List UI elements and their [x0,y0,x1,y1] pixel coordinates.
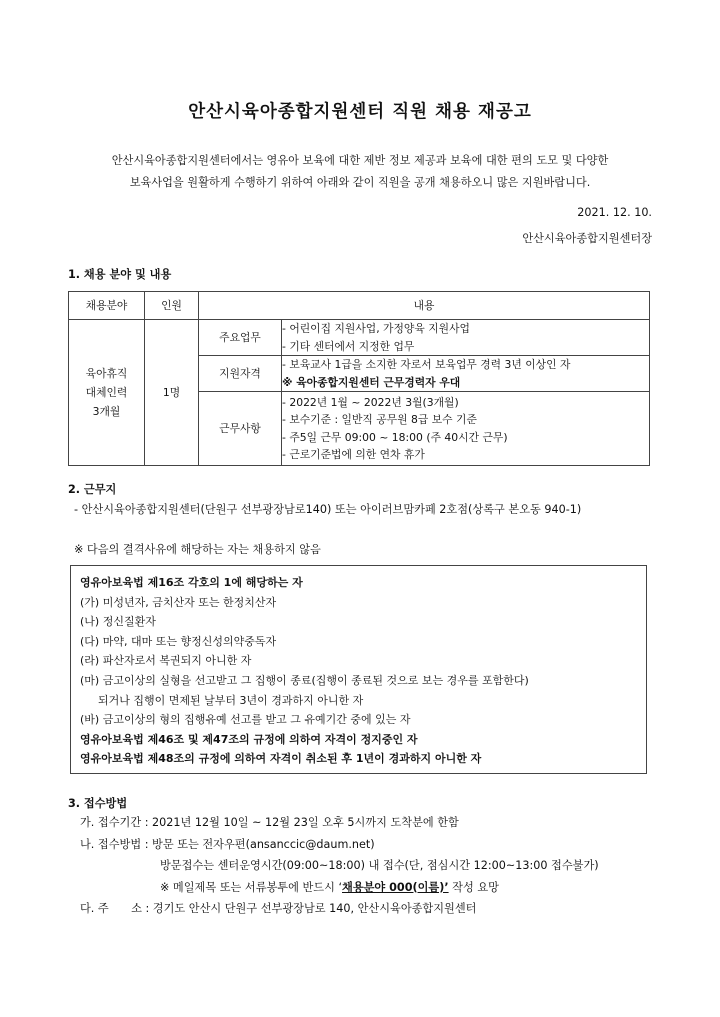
section-3-heading: 3. 접수방법 [68,797,128,810]
disqualify-box [70,565,647,774]
duty-label: 주요업무 [199,320,282,356]
list-item: (마) 금고이상의 실형을 선고받고 그 집행이 종료(집행이 종료된 것으로 보는 경우를 포함한다) [80,673,529,687]
list-item: (바) 금고이상의 형의 집행유예 선고를 받고 그 유예기간 중에 있는 자 [80,713,411,727]
content-line: - 보수기준 : 일반직 공무원 8급 보수 기준 [282,413,477,426]
field-line: 육아휴직 [85,367,128,380]
conditions-label: 근무사항 [199,392,282,466]
list-item: (나) 정신질환자 [80,615,156,629]
header-field: 채용분야 [69,292,145,320]
recruit-table [68,291,650,466]
email-info-text: ※ 메일제목 또는 서류봉투에 반드시 ‘ [160,880,343,894]
announcement-date: 2021. 12. 10. [577,206,652,219]
header-content: 내용 [199,292,650,320]
content-line: - 주5일 근무 09:00 ~ 18:00 (주 40시간 근무) [282,430,508,444]
list-item: (가) 미성년자, 금치산자 또는 한정치산자 [80,595,277,609]
address-info: 다. 주 소 : 경기도 안산시 단원구 선부광장남로 140, 안산시육아종합지원센터 [80,902,477,915]
application-period: 가. 접수기간 : 2021년 12월 10일 ~ 12월 23일 오후 5시까지 도착분에 한함 [80,816,459,829]
intro-line-2: 보육사업을 원활하게 수행하기 위하여 아래와 같이 직원을 공개 채용하오니 많은 지원바랍니다. [129,176,591,189]
section-2-heading: 2. 근무지 [68,483,117,496]
issuer: 안산시육아종합지원센터장 [522,232,652,245]
list-item: (다) 마약, 대마 또는 향정신성의약중독자 [80,634,277,648]
content-line: - 어린이집 지원사업, 가정양육 지원사업 [282,322,470,335]
list-item: (라) 파산자로서 복권되지 아니한 자 [80,654,252,668]
count-cell: 1명 [145,320,199,466]
duty-content [282,320,650,356]
qualification-content [282,356,650,392]
page-title: 안산시육아종합지원센터 직원 채용 재공고 [188,102,532,122]
content-line: ※ 육아종합지원센터 근무경력자 우대 [282,375,461,389]
field-line: 3개월 [92,405,121,418]
list-item-continued: 되거나 집행이 면제된 날부터 3년이 경과하지 아니한 자 [98,693,364,707]
qualification-label: 지원자격 [199,356,282,392]
email-subject-format: 채용분야 000(이름)’ [342,880,449,894]
content-line: - 근로기준법에 의한 연차 휴가 [282,448,425,461]
law-48: 영유아보육법 제48조의 규정에 의하여 자격이 취소된 후 1년이 경과하지 아니한 자 [80,752,482,766]
content-line: - 2022년 1월 ~ 2022년 3월(3개월) [282,395,459,409]
visit-info: 방문접수는 센터운영시간(09:00~18:00) 내 접수(단, 점심시간 12:00~13:00 접수불가) [160,859,599,872]
content-line: - 보육교사 1급을 소지한 자로서 보육업무 경력 3년 이상인 자 [282,358,571,371]
content-line: - 기타 센터에서 지정한 업무 [282,339,415,353]
disqualify-note: ※ 다음의 결격사유에 해당하는 자는 채용하지 않음 [74,543,321,556]
email-info-text: 작성 요망 [448,880,499,894]
field-cell [69,320,145,466]
email-info [80,877,599,899]
table-header-row [69,292,650,320]
application-info [80,812,599,920]
application-method: 나. 접수방법 : 방문 또는 전자우편(ansanccic@daum.net) [80,837,375,851]
law-46-47: 영유아보육법 제46조 및 제47조의 규정에 의하여 자격이 정지중인 자 [80,732,418,746]
section-1-heading: 1. 채용 분야 및 내용 [68,268,172,281]
conditions-content [282,392,650,466]
workplace-text: - 안산시육아종합지원센터(단원구 선부광장남로140) 또는 아이러브맘카페 2호점(상록구 본오동 940-1) [74,503,582,516]
header-count: 인원 [145,292,199,320]
law-16: 영유아보육법 제16조 각호의 1에 해당하는 자 [80,576,303,589]
intro-paragraph [60,150,660,194]
field-line: 대체인력 [85,386,128,399]
table-row [69,320,650,356]
intro-line-1: 안산시육아종합지원센터에서는 영유아 보육에 대한 제반 정보 제공과 보육에 대한 편의 도모 및 다양한 [111,154,609,167]
